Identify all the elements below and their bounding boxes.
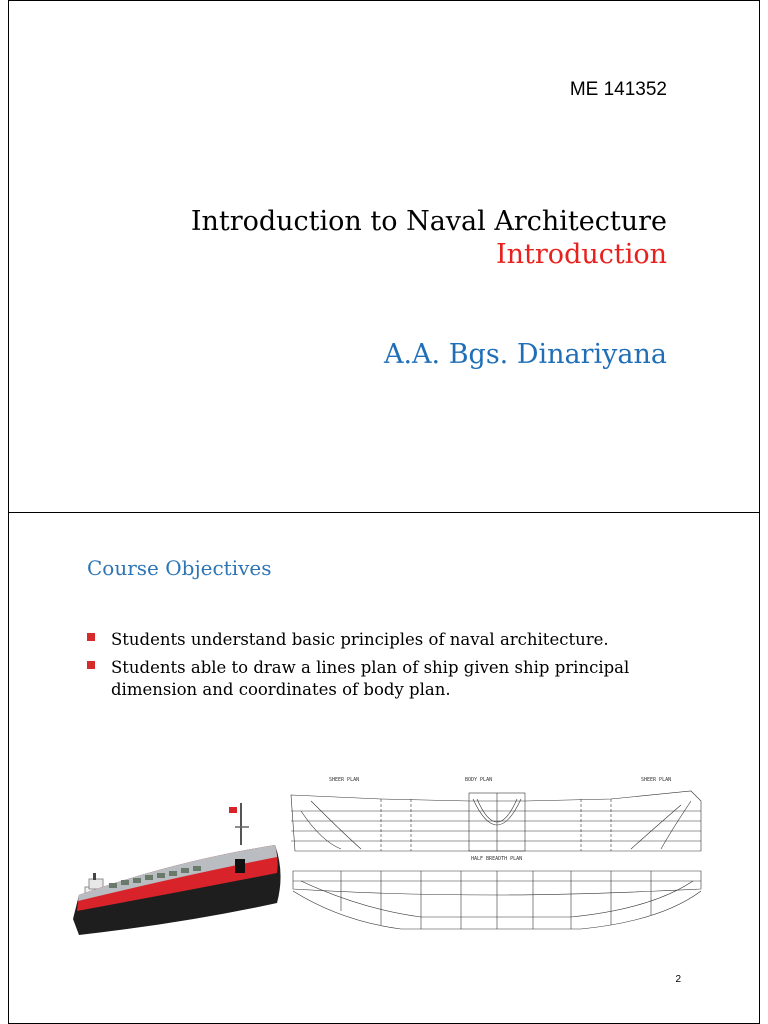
list-item: [87, 657, 647, 701]
author-name: A.A. Bgs. Dinariyana: [383, 339, 667, 370]
lines-plan-drawing: [281, 771, 715, 976]
ship-illustration: [65, 783, 283, 943]
objectives-list: [87, 629, 647, 707]
body-plan-label: BODY PLAN: [465, 777, 493, 783]
slide-title-text: Introduction to Naval Architecture: [190, 206, 667, 237]
objective-text: Students able to draw a lines plan of ship given ship principal dimension and coordinates of body plan.: [111, 658, 630, 699]
list-item: [87, 629, 647, 651]
section-heading: Course Objectives: [87, 556, 272, 580]
objective-text: Students understand basic principles of naval architecture.: [111, 630, 609, 649]
bullet-square-icon: [87, 661, 95, 669]
slide-course-objectives: [8, 512, 760, 1024]
course-code: ME 141352: [569, 79, 667, 100]
bullet-square-icon: [87, 633, 95, 641]
sheer-plan-left-label: SHEER PLAN: [329, 777, 360, 783]
half-breadth-plan-label: HALF BREADTH PLAN: [471, 856, 523, 862]
slide-subtitle: Introduction: [496, 239, 667, 270]
sheer-plan-right-label: SHEER PLAN: [641, 777, 672, 783]
slide-title: [8, 0, 760, 513]
page-number: 2: [675, 974, 681, 985]
